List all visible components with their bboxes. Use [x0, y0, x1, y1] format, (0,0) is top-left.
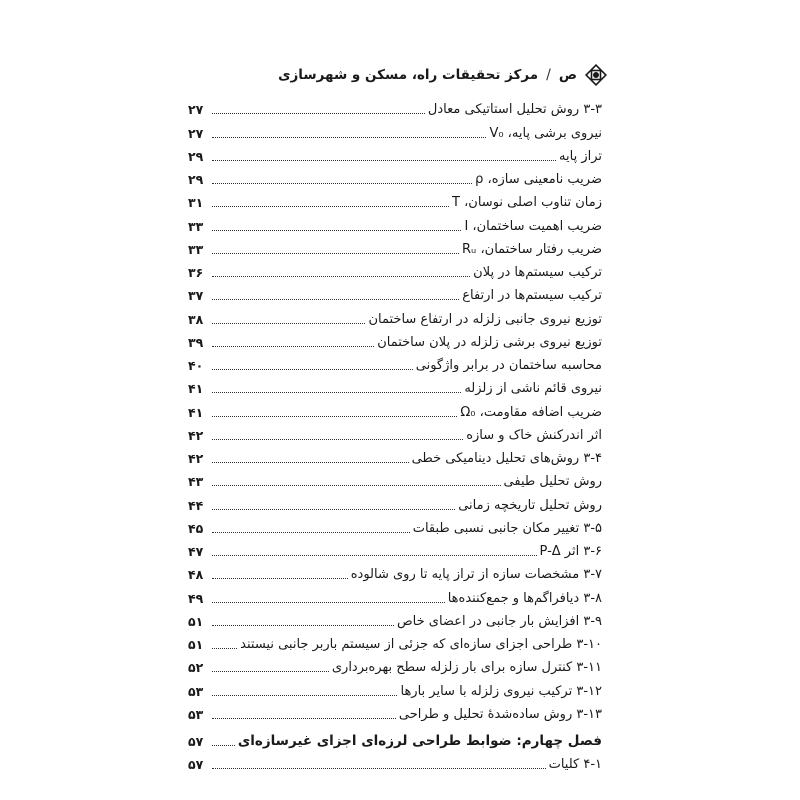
toc-page-number: ۴۱ — [188, 381, 204, 397]
toc-row — [188, 676, 602, 699]
toc-row — [188, 750, 602, 773]
page-header — [170, 62, 607, 88]
toc-leader-dots — [212, 160, 556, 161]
toc-leader-dots — [212, 625, 394, 626]
toc-page-number: ۳۷ — [188, 288, 204, 304]
toc-page-number: ۵۳ — [188, 683, 204, 699]
toc-page-number: ۵۳ — [188, 706, 204, 722]
toc-entry-title: ۳-۹ افزایش بار جانبی در اعضای خاص — [396, 613, 602, 629]
toc-row — [188, 583, 602, 606]
toc-leader-dots — [212, 206, 449, 207]
toc-leader-dots — [212, 299, 459, 300]
toc-leader-dots — [212, 648, 237, 649]
toc-row — [188, 258, 602, 281]
header-page-letter: ص — [558, 67, 577, 83]
toc-page-number: ۴۰ — [188, 358, 204, 373]
toc-row — [188, 467, 602, 490]
toc-page-number: ۲۹ — [188, 172, 204, 187]
toc-leader-dots — [212, 253, 459, 254]
toc-row — [188, 211, 602, 234]
toc-page-number: ۵۱ — [188, 637, 204, 652]
toc-page-number: ۴۳ — [188, 474, 204, 490]
toc-row — [188, 281, 602, 304]
table-of-contents — [188, 95, 602, 773]
toc-page-number: ۳۸ — [188, 311, 204, 327]
toc-entry-title: ۳-۱۱ کنترل سازه برای بار زلزله سطح بهره‌برداری — [331, 660, 602, 676]
toc-entry-title: روش تحلیل تاریخچه زمانی — [458, 497, 602, 513]
toc-page-number: ۲۷ — [188, 102, 204, 118]
toc-entry-title: ۳-۱۲ ترکیب نیروی زلزله با سایر بارها — [400, 683, 602, 699]
toc-leader-dots — [212, 346, 374, 347]
toc-entry-title: فصل چهارم: ضوابط طراحی لرزه‌ای اجزای غیرسازه‌ای — [237, 732, 602, 749]
toc-entry-title: زمان تناوب اصلی نوسان، T — [452, 195, 602, 211]
toc-entry-title: توزیع نیروی برشی زلزله در پلان ساختمان — [377, 334, 602, 350]
toc-leader-dots — [212, 485, 501, 486]
toc-leader-dots — [212, 768, 546, 769]
toc-row — [188, 630, 602, 653]
toc-row — [188, 118, 602, 141]
toc-leader-dots — [212, 555, 537, 556]
toc-entry-title: اثر اندرکنش خاک و سازه — [466, 427, 602, 443]
toc-row — [188, 514, 602, 537]
toc-page-number: ۴۴ — [188, 497, 204, 513]
toc-page-number: ۳۳ — [188, 218, 204, 234]
toc-row — [188, 490, 602, 513]
toc-page-number: ۴۸ — [188, 567, 204, 583]
toc-page-number: ۵۷ — [188, 757, 204, 772]
toc-row — [188, 444, 602, 467]
toc-leader-dots — [212, 602, 445, 603]
toc-row — [188, 351, 602, 374]
toc-leader-dots — [212, 113, 425, 114]
toc-entry-title: ۳-۱۰ طراحی اجزای سازه‌ای که جزئی از سیستم باربر جانبی نیستند — [240, 637, 602, 652]
toc-page-number: ۵۲ — [188, 660, 204, 676]
toc-entry-title: ترکیب سیستم‌ها در ارتفاع — [462, 288, 602, 304]
toc-leader-dots — [212, 369, 413, 370]
header-separator: / — [546, 67, 551, 83]
toc-page-number: ۲۷ — [188, 125, 204, 141]
toc-page-number: ۵۷ — [188, 733, 204, 749]
toc-leader-dots — [212, 392, 461, 393]
toc-leader-dots — [212, 230, 461, 231]
toc-entry-title: ضریب اضافه مقاومت، Ω₀ — [460, 404, 602, 420]
toc-page-number: ۴۱ — [188, 404, 204, 420]
toc-leader-dots — [212, 183, 472, 184]
toc-row — [188, 165, 602, 188]
toc-row — [188, 700, 602, 723]
toc-entry-title: ضریب رفتار ساختمان، Rᵤ — [462, 241, 602, 257]
toc-page-number: ۳۹ — [188, 334, 204, 350]
toc-page-number: ۳۶ — [188, 265, 204, 280]
toc-entry-title: ۳-۴ روش‌های تحلیل دینامیکی خطی — [411, 451, 602, 466]
toc-page-number: ۵۱ — [188, 613, 204, 629]
toc-leader-dots — [212, 578, 348, 579]
toc-entry-title: ۴-۱ کلیات — [548, 757, 602, 772]
toc-row — [188, 374, 602, 397]
toc-entry-title: روش تحلیل طیفی — [503, 474, 602, 490]
toc-row — [188, 397, 602, 420]
toc-row — [188, 304, 602, 327]
toc-page-number: ۴۲ — [188, 451, 204, 466]
toc-entry-title: ۳-۷ مشخصات سازه از تراز پایه تا روی شالوده — [350, 567, 602, 583]
toc-leader-dots — [212, 439, 463, 440]
toc-leader-dots — [212, 671, 329, 672]
toc-leader-dots — [212, 462, 409, 463]
toc-row — [188, 142, 602, 165]
toc-page-number: ۴۹ — [188, 590, 204, 606]
toc-entry-title: محاسبه ساختمان در برابر واژگونی — [415, 358, 602, 373]
toc-leader-dots — [212, 137, 486, 138]
toc-row — [188, 95, 602, 118]
toc-leader-dots — [212, 532, 410, 533]
toc-row — [188, 607, 602, 630]
toc-leader-dots — [212, 745, 235, 746]
toc-entry-title: ۳-۱۳ روش ساده‌شدهٔ تحلیل و طراحی — [398, 706, 602, 722]
toc-entry-title: ترکیب سیستم‌ها در پلان — [473, 265, 602, 280]
toc-page-number: ۲۹ — [188, 148, 204, 164]
toc-entry-title: ۳-۵ تغییر مکان جانبی نسبی طبقات — [412, 520, 602, 536]
toc-leader-dots — [212, 509, 455, 510]
toc-row — [188, 560, 602, 583]
toc-row — [188, 421, 602, 444]
toc-page-number: ۴۲ — [188, 427, 204, 443]
toc-entry-title: ۳-۶ اثر P-Δ — [539, 544, 602, 559]
toc-entry-title: تراز پایه — [559, 148, 602, 164]
toc-row — [188, 188, 602, 211]
toc-entry-title: ضریب اهمیت ساختمان، I — [464, 218, 602, 234]
toc-leader-dots — [212, 323, 365, 324]
toc-row — [188, 235, 602, 258]
toc-page-number: ۳۱ — [188, 195, 204, 211]
toc-page-number: ۴۷ — [188, 544, 204, 559]
toc-entry-title: ضریب نامعینی سازه، ρ — [475, 172, 602, 187]
toc-leader-dots — [212, 276, 470, 277]
toc-row — [188, 328, 602, 351]
toc-row — [188, 537, 602, 560]
toc-leader-dots — [212, 718, 396, 719]
publisher-logo-icon — [585, 64, 607, 86]
toc-entry-title: ۳-۳ روش تحلیل استاتیکی معادل — [427, 102, 602, 118]
toc-row — [188, 653, 602, 676]
toc-leader-dots — [212, 695, 397, 696]
toc-entry-title: نیروی برشی پایه، V₀ — [489, 125, 602, 141]
toc-entry-title: توزیع نیروی جانبی زلزله در ارتفاع ساختمان — [368, 311, 602, 327]
header-publisher: مرکز تحقیقات راه، مسکن و شهرسازی — [278, 67, 539, 83]
toc-page-number: ۳۳ — [188, 241, 204, 257]
toc-leader-dots — [212, 416, 457, 417]
toc-entry-title: ۳-۸ دیافراگم‌ها و جمع‌کننده‌ها — [447, 590, 602, 606]
toc-entry-title: نیروی قائم ناشی از زلزله — [464, 381, 602, 397]
toc-page-number: ۴۵ — [188, 520, 204, 536]
toc-chapter-row — [188, 723, 602, 750]
